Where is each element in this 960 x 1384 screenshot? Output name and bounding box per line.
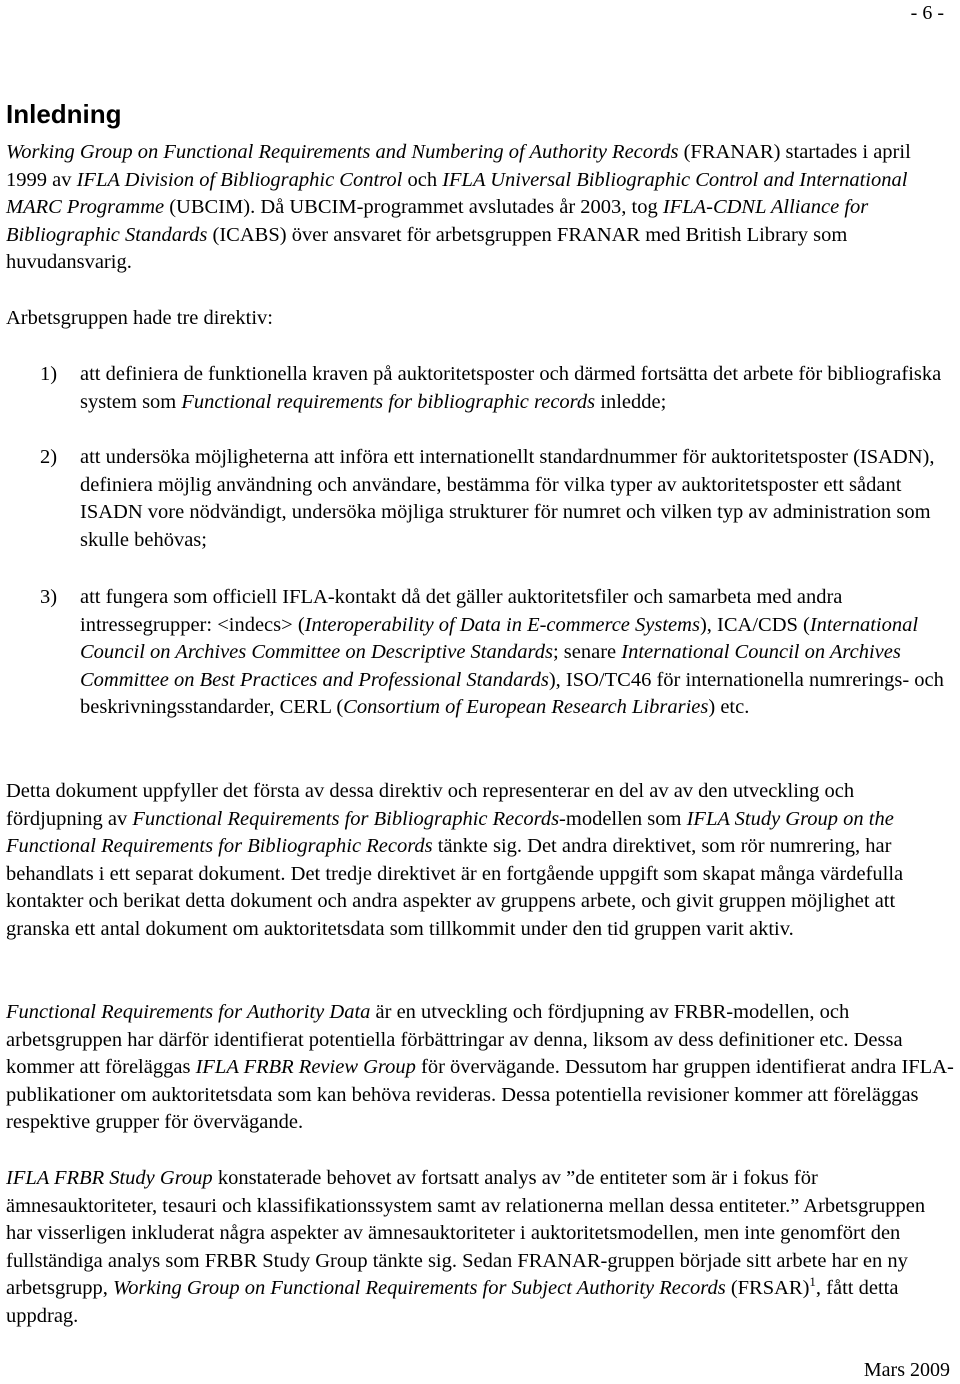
text-span: ), ICA/CDS ( xyxy=(699,613,810,636)
text-span: ; senare xyxy=(552,641,622,664)
text-span: IFLA Universal Bibliographic Control and International MARC Programme xyxy=(6,168,908,219)
list-item-body xyxy=(80,584,956,722)
text-span: IFLA Division of Bibliographic Control xyxy=(76,168,403,191)
text-span: att definiera de funktionella kraven på auktoritetsposter och därmed fortsätta det arbete för bibliografiska system som xyxy=(80,363,942,413)
text-span: ) etc. xyxy=(708,696,750,719)
directive-item-1 xyxy=(40,361,956,416)
text-span: tänkte sig. Det andra direktivet, som rör numrering, har behandlats i ett separat dokument. Det tredje direktivet är en fortgående uppgift som skapat många värdefulla kontakter och berikat detta dokument och andra aspekter av gruppens arbete, och givit gruppen möjlighet att granska ett antal dokument om auktoritetsdata som tillkommit under den tid gruppen varit aktiv. xyxy=(6,835,904,940)
directive-item-2 xyxy=(40,444,956,554)
text-span: och xyxy=(402,168,443,191)
text-span: Functional requirements for bibliographic records xyxy=(181,390,596,413)
footer-date: Mars 2009 xyxy=(863,1359,950,1381)
text-span: ), ISO/TC46 för internationella numrerings- och beskrivningsstandarder, CERL ( xyxy=(80,668,944,719)
intro-paragraph xyxy=(6,139,956,277)
directives-intro: Arbetsgruppen hade tre direktiv: xyxy=(6,307,273,329)
list-number: 1) xyxy=(40,363,58,385)
list-item-body: att undersöka möjligheterna att införa ett internationellt standardnummer för auktoritetsposter (ISADN), definiera möjlig användning och användare, bestämma för vilka typer av auktoritetsposter ett sådant ISADN vore nödvändigt, undersöka möjliga strukturer för numret och vilken typ av administration som skulle behövas; xyxy=(80,446,935,551)
text-span: är en utveckling och fördjupning av FRBR-modellen, och arbetsgruppen har därför identifierat potentiella förbättringar av denna, liksom av dess definitioner etc. Dessa kommer att föreläggas xyxy=(6,1001,903,1079)
text-span: att fungera som officiell IFLA-kontakt då det gäller auktoritetsfiler och samarbeta med andra intressegrupper: <indecs> ( xyxy=(80,586,843,636)
text-span: Working Group on Functional Requirements and Numbering of Authority Records xyxy=(6,141,679,163)
frsar-paragraph xyxy=(6,1165,956,1331)
text-span: Consortium of European Research Libraries xyxy=(343,696,709,719)
text-span: Detta dokument uppfyller det första av dessa direktiv och representerar en del av av den utveckling och fördjupning av xyxy=(6,780,855,830)
text-span: Functional Requirements for Authority Data xyxy=(6,1001,371,1023)
document-purpose-paragraph xyxy=(6,778,956,944)
text-span: Working Group on Functional Requirements for Subject Authority Records xyxy=(113,1277,726,1300)
text-span: IFLA Study Group on the Functional Requirements for Bibliographic Records xyxy=(6,807,894,858)
text-span: IFLA FRBR Review Group xyxy=(195,1056,416,1079)
text-span: (FRANAR) startades i april 1999 av xyxy=(6,141,911,191)
text-span: , fått detta uppdrag. xyxy=(6,1277,899,1327)
text-span: -modellen som xyxy=(559,807,687,830)
text-span: International Council on Archives Committee on Descriptive Standards xyxy=(80,613,919,664)
list-number: 3) xyxy=(40,586,58,608)
text-span: Interoperability of Data in E-commerce Systems xyxy=(304,613,700,636)
section-heading: Inledning xyxy=(6,99,122,129)
footnote-reference[interactable]: 1 xyxy=(809,1274,816,1290)
directive-item-3 xyxy=(40,584,956,722)
text-span: (ICABS) över ansvaret för arbetsgruppen FRANAR med British Library som huvudansvarig. xyxy=(6,223,848,274)
text-span: inledde; xyxy=(595,390,667,413)
page-number: - 6 - xyxy=(910,2,944,24)
text-span: IFLA FRBR Study Group xyxy=(6,1167,213,1189)
text-span: konstaterade behovet av fortsatt analys av ”de entiteter som är i fokus för ämnesauktoriteter, tesauri och klassifikationssystem samt av relationerna mellan dessa entiteter.” Arbetsgruppen har visserligen inkluderat några aspekter av ämnesauktoriteter i auktoritetsmodellen, men inte genomfört den fullständiga analys som FRBR Study Group tänkte sig. Sedan FRANAR-gruppen började sitt arbete har en ny arbetsgrupp, xyxy=(6,1167,926,1300)
text-span: International Council on Archives Committee on Best Practices and Professional Standards xyxy=(80,641,901,691)
text-span: (UBCIM). Då UBCIM-programmet avslutades år 2003, tog xyxy=(164,196,663,219)
text-span: för övervägande. Dessutom har gruppen identifierat andra IFLA-publikationer om auktoritetsdata som kan behöva revideras. Dessa potentiella revisioner kommer att föreläggas respektive grupper för övervägande. xyxy=(6,1056,954,1134)
text-span: IFLA-CDNL Alliance for Bibliographic Standards xyxy=(6,196,869,246)
text-span: (FRSAR) xyxy=(725,1277,810,1300)
text-span: Functional Requirements for Bibliographic Records xyxy=(132,807,560,830)
list-item-body xyxy=(80,361,956,416)
frad-paragraph xyxy=(6,999,956,1137)
list-number: 2) xyxy=(40,446,58,468)
